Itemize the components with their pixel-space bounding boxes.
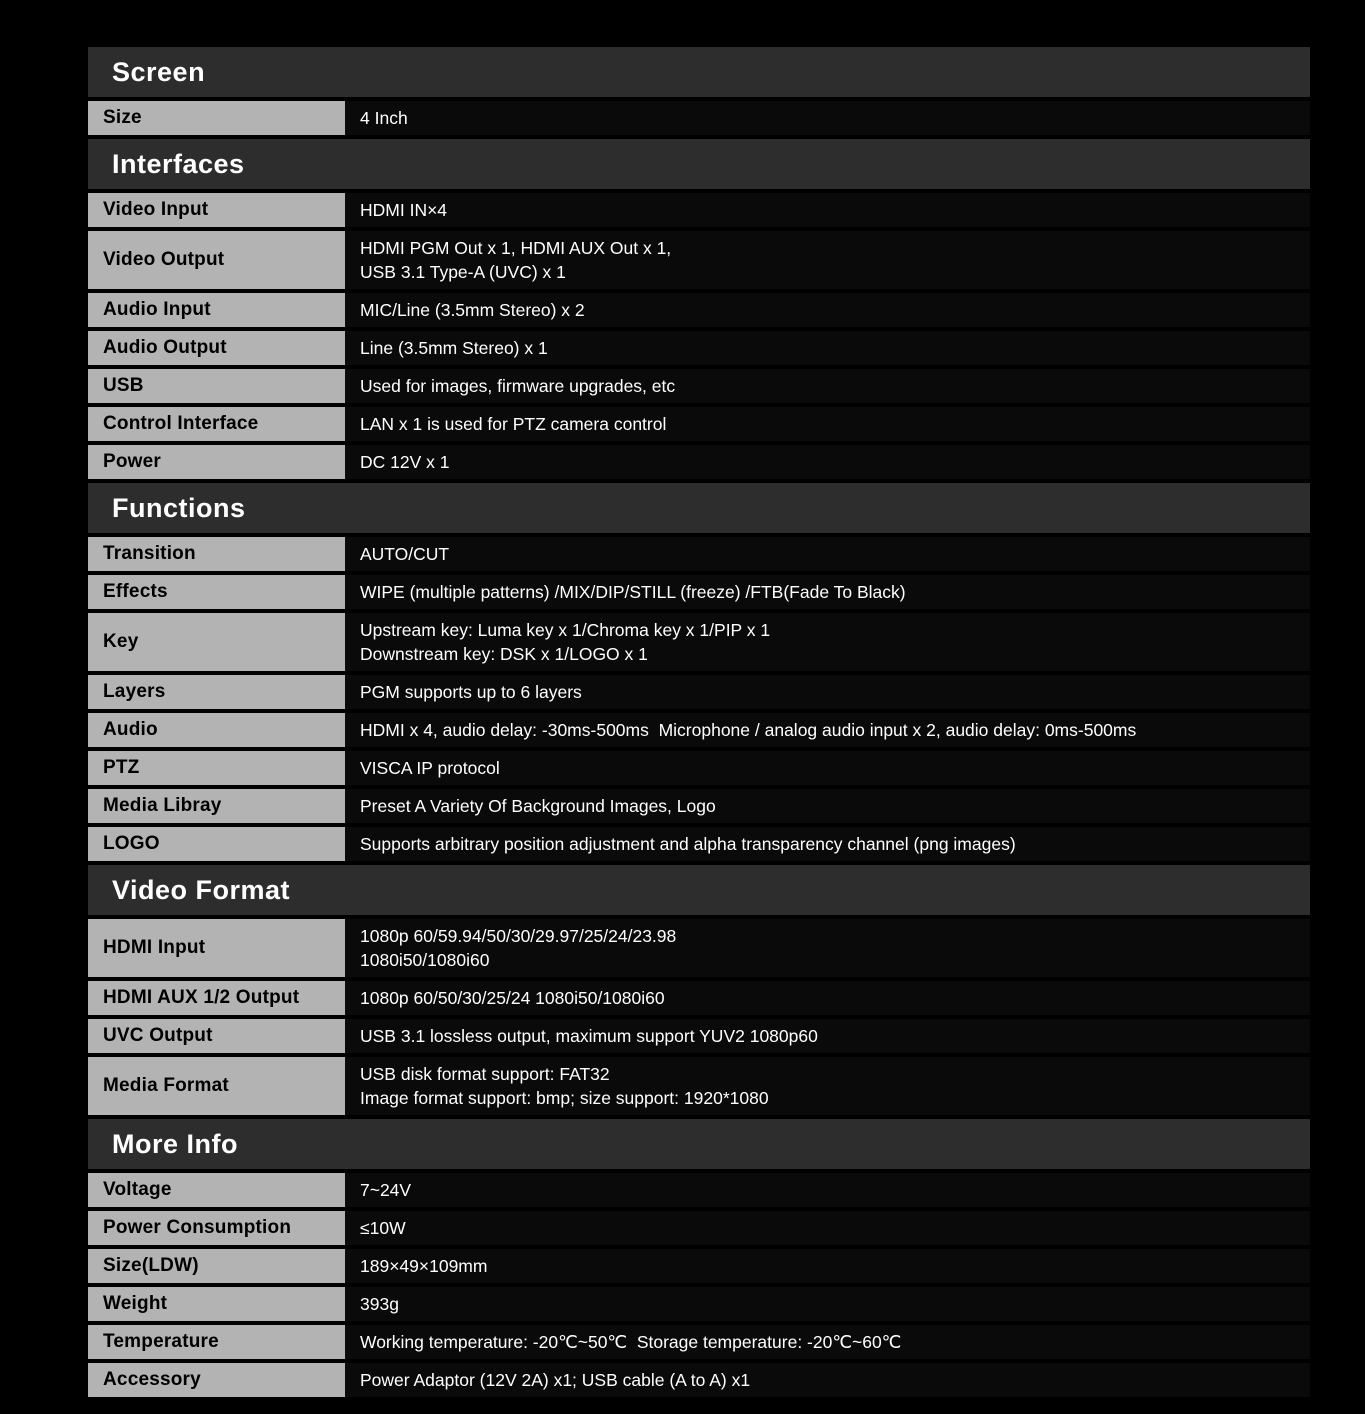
spec-value [345,1325,1310,1359]
spec-label: Size [88,101,345,135]
spec-row-video-input [88,193,1310,227]
spec-value [345,537,1310,571]
spec-row-audio-output [88,331,1310,365]
section-header-video-format [88,865,1310,915]
spec-label: Weight [88,1287,345,1321]
spec-value [345,919,1310,977]
spec-label: USB [88,369,345,403]
section-header-interfaces [88,139,1310,189]
spec-value-line: Preset A Variety Of Background Images, Logo [360,796,716,816]
spec-label: Video Output [88,231,345,289]
spec-label: PTZ [88,751,345,785]
spec-row-size-ldw [88,1249,1310,1283]
spec-row-temperature [88,1325,1310,1359]
spec-row-hdmi-aux-1-2-output [88,981,1310,1015]
spec-value [345,231,1310,289]
spec-value [345,1057,1310,1115]
section-header-screen [88,47,1310,97]
spec-row-uvc-output [88,1019,1310,1053]
spec-value-line: USB disk format support: FAT32 [360,1064,610,1084]
spec-value-line: PGM supports up to 6 layers [360,682,582,702]
spec-row-logo [88,827,1310,861]
spec-value-line: HDMI PGM Out x 1, HDMI AUX Out x 1, [360,238,672,258]
spec-value-line: USB 3.1 Type-A (UVC) x 1 [360,262,566,282]
spec-row-voltage [88,1173,1310,1207]
spec-value [345,981,1310,1015]
spec-value-line: WIPE (multiple patterns) /MIX/DIP/STILL (freeze) /FTB(Fade To Black) [360,582,906,602]
spec-value [345,789,1310,823]
spec-value-line: Working temperature: -20℃~50℃ Storage temperature: -20℃~60℃ [360,1332,902,1352]
spec-value-line: 393g [360,1294,399,1314]
spec-value-line: HDMI IN×4 [360,200,448,220]
section-title: Video Format [112,874,291,905]
spec-label: Size(LDW) [88,1249,345,1283]
spec-row-hdmi-input [88,919,1310,977]
spec-label: Accessory [88,1363,345,1397]
spec-value [345,407,1310,441]
spec-value-line: Downstream key: DSK x 1/LOGO x 1 [360,644,648,664]
spec-value [345,1249,1310,1283]
spec-label: Audio [88,713,345,747]
section-title: Screen [112,56,206,87]
spec-row-ptz [88,751,1310,785]
spec-value [345,675,1310,709]
section-title: Functions [112,492,246,523]
spec-row-audio [88,713,1310,747]
spec-value [345,369,1310,403]
spec-value-line: Line (3.5mm Stereo) x 1 [360,338,548,358]
spec-row-control-interface [88,407,1310,441]
section-header-functions [88,483,1310,533]
spec-value-line: Power Adaptor (12V 2A) x1; USB cable (A to A) x1 [360,1370,751,1390]
spec-value-line: 189×49×109mm [360,1256,488,1276]
spec-value-line: 1080i50/1080i60 [360,950,490,970]
spec-value-line: 4 Inch [360,108,408,128]
section-title: More Info [112,1128,238,1159]
spec-value [345,101,1310,135]
spec-label: Media Libray [88,789,345,823]
spec-value-line: VISCA IP protocol [360,758,500,778]
spec-value [345,445,1310,479]
spec-row-weight [88,1287,1310,1321]
spec-label: UVC Output [88,1019,345,1053]
spec-row-layers [88,675,1310,709]
spec-label: Audio Output [88,331,345,365]
spec-value-line: 1080p 60/50/30/25/24 1080i50/1080i60 [360,988,665,1008]
spec-value [345,193,1310,227]
spec-row-video-output [88,231,1310,289]
spec-label: Effects [88,575,345,609]
spec-row-audio-input [88,293,1310,327]
spec-row-power [88,445,1310,479]
spec-row-accessory [88,1363,1310,1397]
spec-value-line: ≤10W [360,1218,406,1238]
spec-label: Voltage [88,1173,345,1207]
spec-value [345,293,1310,327]
spec-row-key [88,613,1310,671]
spec-label: Video Input [88,193,345,227]
spec-value-line: 7~24V [360,1180,412,1200]
spec-label: Transition [88,537,345,571]
spec-value-line: USB 3.1 lossless output, maximum support YUV2 1080p60 [360,1026,818,1046]
spec-row-transition [88,537,1310,571]
spec-label: LOGO [88,827,345,861]
spec-table [88,47,1310,1401]
spec-label: HDMI Input [88,919,345,977]
spec-value-line: Used for images, firmware upgrades, etc [360,376,676,396]
spec-row-size [88,101,1310,135]
spec-value-line: LAN x 1 is used for PTZ camera control [360,414,667,434]
spec-value-line: Upstream key: Luma key x 1/Chroma key x 1/PIP x 1 [360,620,771,640]
spec-label: Key [88,613,345,671]
spec-label: HDMI AUX 1/2 Output [88,981,345,1015]
spec-value-line: Image format support: bmp; size support: 1920*1080 [360,1088,769,1108]
spec-value-line: Supports arbitrary position adjustment and alpha transparency channel (png images) [360,834,1016,854]
spec-value [345,713,1310,747]
section-header-more-info [88,1119,1310,1169]
spec-value [345,1019,1310,1053]
spec-value-line: DC 12V x 1 [360,452,450,472]
spec-value-line: 1080p 60/59.94/50/30/29.97/25/24/23.98 [360,926,677,946]
spec-value [345,1287,1310,1321]
spec-label: Control Interface [88,407,345,441]
spec-label: Layers [88,675,345,709]
spec-value-line: AUTO/CUT [360,544,450,564]
spec-label: Power [88,445,345,479]
spec-label: Media Format [88,1057,345,1115]
spec-label: Audio Input [88,293,345,327]
spec-value-line: MIC/Line (3.5mm Stereo) x 2 [360,300,585,320]
spec-label: Power Consumption [88,1211,345,1245]
spec-value [345,613,1310,671]
spec-row-power-consumption [88,1211,1310,1245]
spec-value-line: HDMI x 4, audio delay: -30ms-500ms Microphone / analog audio input x 2, audio delay: 0ms-500ms [360,720,1137,740]
spec-value [345,1211,1310,1245]
spec-value [345,575,1310,609]
spec-value [345,1173,1310,1207]
spec-value [345,827,1310,861]
spec-label: Temperature [88,1325,345,1359]
spec-row-usb [88,369,1310,403]
spec-value [345,331,1310,365]
section-title: Interfaces [112,148,245,179]
spec-value [345,751,1310,785]
spec-value [345,1363,1310,1397]
spec-row-media-libray [88,789,1310,823]
spec-row-effects [88,575,1310,609]
spec-row-media-format [88,1057,1310,1115]
